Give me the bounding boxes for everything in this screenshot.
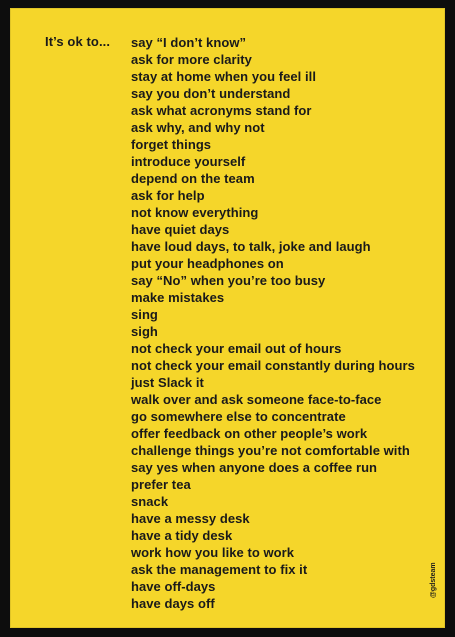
list-item: not check your email constantly during hours	[131, 358, 415, 373]
list-item: prefer tea	[131, 477, 191, 492]
list-item: have a tidy desk	[131, 528, 233, 543]
list-item: say you don’t understand	[131, 86, 291, 101]
list-item: challenge things you’re not comfortable with	[131, 443, 410, 458]
list-item: say “I don’t know”	[131, 35, 247, 50]
list-item: say yes when anyone does a coffee run	[131, 460, 378, 475]
list-item: forget things	[131, 137, 212, 152]
list-item: say “No” when you’re too busy	[131, 273, 326, 288]
list-item: go somewhere else to concentrate	[131, 409, 346, 424]
poster	[10, 8, 445, 628]
poster-heading: It’s ok to...	[45, 34, 111, 49]
list-item: not know everything	[131, 205, 259, 220]
list-item: make mistakes	[131, 290, 225, 305]
ok-to-list	[131, 34, 415, 612]
list-item: have days off	[131, 596, 215, 611]
list-item: ask the management to fix it	[131, 562, 308, 577]
list-item: depend on the team	[131, 171, 255, 186]
list-item: work how you like to work	[131, 545, 295, 560]
list-item: sigh	[131, 324, 158, 339]
list-item: sing	[131, 307, 158, 322]
list-item: have loud days, to talk, joke and laugh	[131, 239, 371, 254]
credit-handle: @gdsteam	[430, 562, 437, 598]
list-item: just Slack it	[131, 375, 204, 390]
list-item: have off-days	[131, 579, 216, 594]
list-item: ask why, and why not	[131, 120, 265, 135]
list-item: stay at home when you feel ill	[131, 69, 316, 84]
list-item: walk over and ask someone face-to-face	[131, 392, 382, 407]
list-item: introduce yourself	[131, 154, 246, 169]
list-item: ask what acronyms stand for	[131, 103, 312, 118]
list-item: ask for help	[131, 188, 205, 203]
list-item: have quiet days	[131, 222, 230, 237]
list-item: ask for more clarity	[131, 52, 252, 67]
list-item: not check your email out of hours	[131, 341, 342, 356]
list-item: have a messy desk	[131, 511, 250, 526]
list-item: offer feedback on other people’s work	[131, 426, 368, 441]
list-item: put your headphones on	[131, 256, 284, 271]
list-item: snack	[131, 494, 169, 509]
